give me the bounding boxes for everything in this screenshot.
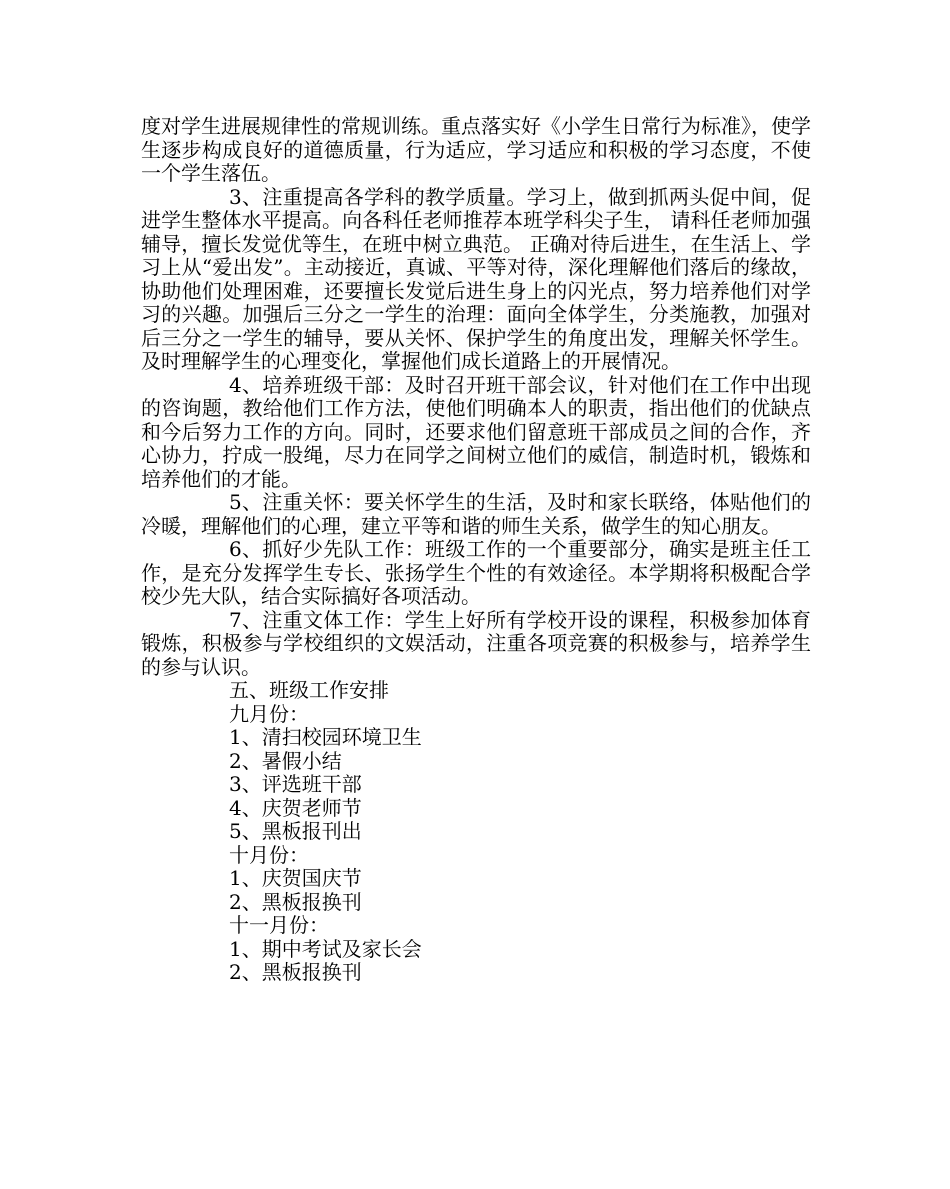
month-heading-september: 九月份： — [229, 701, 309, 726]
intro-paragraph: 度对学生进展规律性的常规训练。重点落实好《小学生日常行为标准》，使学生逐步构成良好的道德质量，行为适应，学习适应和积极的学习态度，不使一个学生落伍。 — [141, 114, 811, 185]
paragraph-5: 5、注重关怀：要关怀学生的生活，及时和家长联络，体贴他们的冷暖，理解他们的心理，建立平等和谐的师生关系，做学生的知心朋友。 — [141, 490, 811, 538]
paragraph-7: 7、注重文体工作：学生上好所有学校开设的课程，积极参加体育锻炼，积极参与学校组织的文娱活动，注重各项竞赛的积极参与，培养学生的参与认识。 — [141, 607, 811, 679]
list-item: 4、庆贺老师节 — [229, 795, 362, 820]
month-heading-october: 十月份： — [229, 842, 309, 867]
document-page — [141, 115, 811, 985]
paragraph-3: 3、注重提高各学科的教学质量。学习上，做到抓两头促中间，促进学生整体水平提高。向各科任老师推荐本班学科尖子生， 请科任老师加强辅导，擅长发觉优等生，在班中树立典范。 正确对待后进生，在生活上、学习上从“爱出发”。主动接近，真诚、平等对待，深化理解他们落后的缘故，协助他们处理困难，还要擅长发觉后进生身上的闪光点，努力培养他们对学习的兴趣。加强后三分之一学生的治理：面向全体学生，分类施教，加强对后三分之一学生的辅导，要从关怀、保护学生的角度出发，理解关怀学生。及时理解学生的心理变化，掌握他们成长道路上的开展情况。 — [141, 184, 811, 373]
list-item: 5、黑板报刊出 — [229, 819, 362, 843]
paragraph-6: 6、抓好少先队工作：班级工作的一个重要部分，确实是班主任工作，是充分发挥学生专长、张扬学生个性的有效途径。本学期将积极配合学校少先大队，结合实际搞好各项活动。 — [141, 537, 811, 608]
list-item: 2、黑板报换刊 — [229, 889, 362, 914]
month-heading-november: 十一月份： — [229, 913, 329, 937]
list-item: 2、黑板报换刊 — [229, 960, 362, 984]
list-item: 2、暑假小结 — [229, 748, 342, 773]
paragraph-4: 4、培养班级干部：及时召开班干部会议，针对他们在工作中出现的咨询题，教给他们工作方法，使他们明确本人的职责，指出他们的优缺点和今后努力工作的方向。同时，还要求他们留意班干部成员之间的合作，齐心协力，拧成一股绳，尽力在同学之间树立他们的威信，制造时机，锻炼和培养他们的才能。 — [141, 372, 811, 491]
list-item: 1、庆贺国庆节 — [229, 866, 362, 890]
list-item: 1、期中考试及家长会 — [229, 936, 422, 961]
list-item: 1、清扫校园环境卫生 — [229, 725, 422, 749]
list-item: 3、评选班干部 — [229, 772, 362, 796]
section-heading: 五、班级工作安排 — [229, 678, 389, 702]
